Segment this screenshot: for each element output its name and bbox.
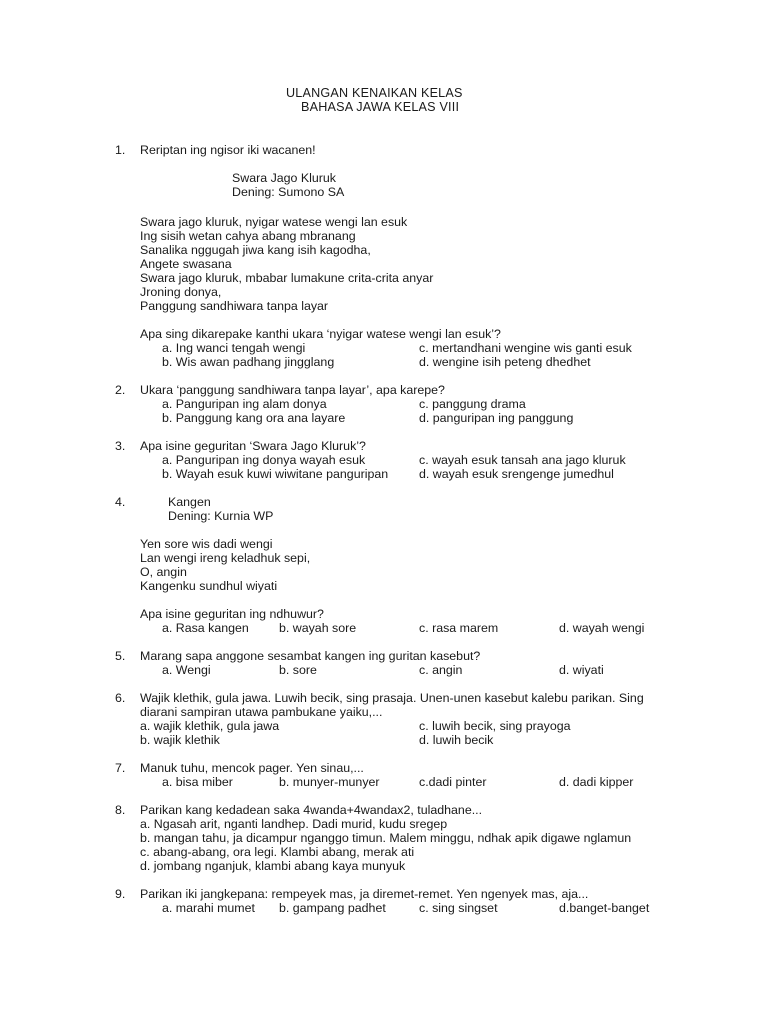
option-a: a. Ing wanci tengah wengi [162,341,306,355]
question-5-text: Marang sapa anggone sesambat kangen ing guritan kasebut? [140,649,481,663]
question-1-prompt: Reriptan ing ngisor iki wacanen! [140,143,316,157]
option-d: d. jombang nganjuk, klambi abang kaya munyuk [140,859,406,873]
poem-2-author: Dening: Kurnia WP [168,509,274,523]
question-4-number: 4. [115,495,126,509]
option-a: a. marahi mumet [162,901,255,915]
poem-2-line: Lan wengi ireng keladhuk sepi, [140,551,311,565]
question-3-number: 3. [115,439,126,453]
poem-1-line: Panggung sandhiwara tanpa layar [140,299,329,313]
option-c: c. abang-abang, ora legi. Klambi abang, merak ati [140,845,415,859]
option-c: c. wayah esuk tansah ana jago kluruk [419,453,626,467]
poem-1-title: Swara Jago Kluruk [232,171,336,185]
question-1-number: 1. [115,143,126,157]
option-b: b. Wayah esuk kuwi wiwitane panguripan [162,467,389,481]
question-6-text-line2: diarani sampiran utawa pambukane yaiku,... [140,705,383,719]
question-7-number: 7. [115,761,126,775]
poem-1-author: Dening: Sumono SA [232,185,345,199]
poem-1-line: Ing sisih wetan cahya abang mbranang [140,229,356,243]
option-a: a. Panguripan ing donya wayah esuk [162,453,366,467]
question-8-text: Parikan kang kedadean saka 4wanda+4wandax2, tuladhane... [140,803,483,817]
poem-2-line: O, angin [140,565,187,579]
poem-1-line: Swara jago kluruk, mbabar lumakune crita-crita anyar [140,271,434,285]
question-8-number: 8. [115,803,126,817]
option-d: d. dadi kipper [559,775,634,789]
option-c: c. rasa marem [419,621,499,635]
option-a: a. Wengi [162,663,211,677]
option-b: b. gampang padhet [279,901,386,915]
question-9-number: 9. [115,887,126,901]
option-c: c. mertandhani wengine wis ganti esuk [419,341,632,355]
question-2-text: Ukara ‘panggung sandhiwara tanpa layar’, apa karepe? [140,383,445,397]
question-1-text: Apa sing dikarepake kanthi ukara ‘nyigar watese wengi lan esuk’? [140,327,501,341]
option-a: a. wajik klethik, gula jawa [140,719,280,733]
poem-2-line: Yen sore wis dadi wengi [140,537,273,551]
page-title-line2: BAHASA JAWA KELAS VIII [301,100,460,114]
question-9-text: Parikan iki jangkepana: rempeyek mas, ja diremet-remet. Yen ngenyek mas, aja... [140,887,589,901]
option-c: c. sing singset [419,901,498,915]
option-b: b. munyer-munyer [279,775,380,789]
poem-2-title: Kangen [168,495,211,509]
option-c: c.dadi pinter [419,775,487,789]
option-b: b. mangan tahu, ja dicampur nganggo timun. Malem minggu, ndhak apik digawe nglamun [140,831,632,845]
option-b: b. sore [279,663,317,677]
poem-1-line: Jroning donya, [140,285,222,299]
option-d: d. wayah esuk srengenge jumedhul [419,467,614,481]
option-d: d.banget-banget [559,901,650,915]
option-a: a. Panguripan ing alam donya [162,397,327,411]
option-b: b. Panggung kang ora ana layare [162,411,346,425]
option-d: d. wengine isih peteng dhedhet [419,355,591,369]
question-6-text-line1: Wajik klethik, gula jawa. Luwih becik, sing prasaja. Unen-unen kasebut kalebu parikan. Sing [140,691,644,705]
option-a: a. Rasa kangen [162,621,249,635]
question-7-text: Manuk tuhu, mencok pager. Yen sinau,... [140,761,364,775]
poem-1-line: Angete swasana [140,257,232,271]
option-c: c. luwih becik, sing prayoga [419,719,571,733]
question-3-text: Apa isine geguritan ‘Swara Jago Kluruk’? [140,439,366,453]
option-b: b. wayah sore [279,621,357,635]
option-c: c. panggung drama [419,397,526,411]
option-a: a. Ngasah arit, nganti landhep. Dadi murid, kudu sregep [140,817,448,831]
poem-1-line: Swara jago kluruk, nyigar watese wengi lan esuk [140,215,408,229]
option-b: b. Wis awan padhang jingglang [162,355,335,369]
option-b: b. wajik klethik [140,733,220,747]
question-6-number: 6. [115,691,126,705]
question-5-number: 5. [115,649,126,663]
option-d: d. wayah wengi [559,621,645,635]
option-c: c. angin [419,663,463,677]
question-2-number: 2. [115,383,126,397]
option-d: d. wiyati [559,663,604,677]
option-d: d. panguripan ing panggung [419,411,574,425]
poem-2-line: Kangenku sundhul wiyati [140,579,278,593]
question-4-text: Apa isine geguritan ing ndhuwur? [140,607,324,621]
poem-1-line: Sanalika nggugah jiwa kang isih kagodha, [140,243,371,257]
option-d: d. luwih becik [419,733,494,747]
option-a: a. bisa miber [162,775,233,789]
page-title-line1: ULANGAN KENAIKAN KELAS [286,86,463,100]
